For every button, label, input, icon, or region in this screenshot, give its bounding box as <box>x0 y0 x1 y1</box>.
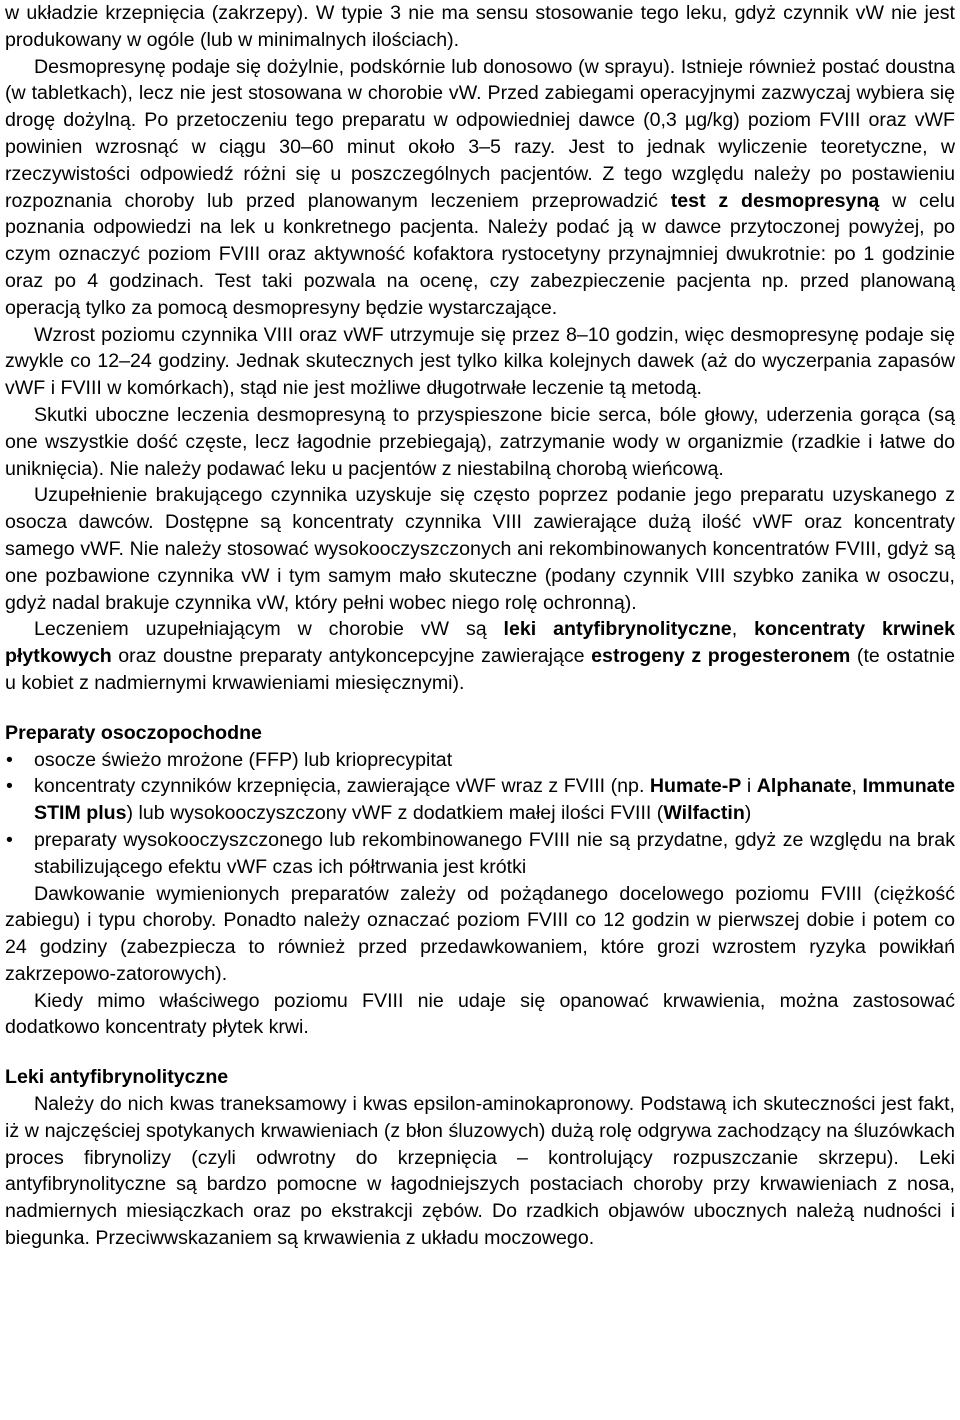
text-fragment: w układzie krzepnięcia (zakrzepy). W typie 3 nie ma sensu stosowanie tego leku, gdyż czynnik vW nie jest produkowany w ogóle (lub w minimalnych ilościach). <box>5 2 955 51</box>
text-fragment: (te ostatnie u kobiet z nadmiernymi krwawieniami miesięcznymi). <box>5 645 955 694</box>
paragraph-factor-replacement <box>5 482 955 616</box>
text-fragment: w celu poznania odpowiedzi na lek u konkretnego pacjenta. Należy podać ją w dawce przytoczonej powyżej, po czym oznaczyć poziom FVIII oraz aktywność kofaktora rystocetyny przynajmniej dwukrotnie: po 1 godzinie oraz po 4 godzinach. Test taki pozwala na ocenę, czy zabezpieczenie pacjenta np. przed planowaną operacją tylko za pomocą desmopresyny będzie wystarczające. <box>5 189 955 319</box>
list-item <box>5 747 955 774</box>
text-fragment: Skutki uboczne leczenia desmopresyną to przyspieszone bicie serca, bóle głowy, uderzenia gorąca (są one wszystkie dość częste, lecz łagodnie przebiegają), zatrzymanie wody w organizmie (rzadkie i łatwe do uniknięcia). Nie należy podawać leku u pacjentów z niestabilną chorobą wieńcową. <box>5 403 955 480</box>
paragraph-dosing <box>5 881 955 988</box>
paragraph-fviii-rise <box>5 322 955 402</box>
text-fragment: Dawkowanie wymienionych preparatów zależy od pożądanego docelowego poziomu FVIII (ciężkość zabiegu) i typu choroby. Ponadto należy oznaczać poziom FVIII co 12 godzin w pierwszej dobie i potem co 24 godziny (zabezpiecza to również przed przedawkowaniem, które grozi wzrostem ryzyka powikłań zakrzepowo-zatorowych). <box>5 882 955 985</box>
bold-term-estrogens: estrogeny z progesteronem <box>591 645 851 668</box>
bullet-icon: • <box>6 775 13 798</box>
bullet-icon: • <box>6 828 13 851</box>
text-fragment: osocze świeżo mrożone (FFP) lub krioprecypitat <box>34 748 453 771</box>
text-fragment: koncentraty czynników krzepnięcia, zawierające vWF wraz z FVIII (np. <box>34 775 650 798</box>
bold-term-desmopressin-test: test z desmopresyną <box>670 189 880 212</box>
text-fragment: Uzupełnienie brakującego czynnika uzyskuje się często poprzez podanie jego preparatu uzyskanego z osocza dawców. Dostępne są koncentraty czynnika VIII zawierające dużą ilość vWF oraz koncentraty samego vWF. Nie należy stosować wysokooczyszczonych ani rekombinowanych koncentratów FVIII, gdyż są one pozbawione czynnika vW i tym samym mało skuteczne (podany czynnik VIII szybko zanika w osoczu, gdyż nadal brakuje czynnika vW, który pełni wobec niego rolę ochronną). <box>5 484 955 614</box>
text-fragment: , <box>731 618 755 641</box>
bold-term-alphanate: Alphanate <box>756 775 852 798</box>
text-fragment: , <box>851 775 863 798</box>
text-fragment: i <box>741 775 757 798</box>
plasma-products-list <box>5 747 955 881</box>
bold-term-immunate: Immunate STIM plus <box>34 775 955 825</box>
paragraph-platelets <box>5 988 955 1042</box>
text-fragment: Należy do nich kwas traneksamowy i kwas epsilon-aminokapronowy. Podstawą ich skuteczności jest fakt, iż w najczęściej spotykanych krwawieniach (z błon śluzowych) dużą rolę odgrywa zachodzący na śluzówkach proces fibrynolizy (czyli odwrotny do krzepnięcia – kontrolujący rozpuszczanie skrzepu). Leki antyfibrynolityczne są bardzo pomocne w łagodniejszych postaciach choroby przy krwawieniach z nosa, nadmiernych miesiączkach oraz po ekstrakcji zębów. Do rzadkich objawów ubocznych należą nudności i biegunka. Przeciwwskazaniem są krwawienia z układu moczowego. <box>5 1093 955 1250</box>
text-fragment: Leczeniem uzupełniającym w chorobie vW są <box>34 618 504 641</box>
text-fragment: Desmopresynę podaje się dożylnie, podskórnie lub donosowo (w sprayu). Istnieje również postać doustna (w tabletkach), lecz nie jest stosowana w chorobie vW. Przed zabiegami operacyjnymi zazwyczaj wybiera się drogę dożylną. Po przetoczeniu tego preparatu w odpowiedniej dawce (0,3 µg/kg) poziom FVIII oraz vWF powinien wzrosnąć w ciągu 30–60 minut około 3–5 razy. Jest to jednak wyliczenie teoretyczne, w rzeczywistości odpowiedź różni się u poszczególnych pacjentów. Z tego względu należy po postawieniu rozpoznania choroby lub przed planowanym leczeniem przeprowadzić <box>5 55 955 212</box>
list-item <box>5 827 955 881</box>
section-heading-plasma-products: Preparaty osoczopochodne <box>5 721 262 744</box>
bold-term-wilfactin: Wilfactin <box>663 802 745 825</box>
bold-term-platelet-concentrates: koncentraty krwinek płytkowych <box>5 618 956 668</box>
paragraph-supplementary-treatment <box>5 616 955 696</box>
bullet-icon: • <box>6 748 13 771</box>
section-heading-antifibrinolytics: Leki antyfibrynolityczne <box>5 1066 229 1089</box>
text-fragment: ) <box>744 802 752 825</box>
bold-term-antifibrinolytics: leki antyfibrynolityczne <box>503 618 732 641</box>
paragraph-continuation <box>5 0 955 54</box>
text-fragment: preparaty wysokooczyszczonego lub rekombinowanego FVIII nie są przydatne, gdyż ze względu na brak stabilizującego efektu vWF czas ich półtrwania jest krótki <box>34 828 955 878</box>
text-fragment: Wzrost poziomu czynnika VIII oraz vWF utrzymuje się przez 8–10 godzin, więc desmopresynę podaje się zwykle co 12–24 godziny. Jednak skutecznych jest tylko kilka kolejnych dawek (aż do wyczerpania zapasów vWF i FVIII w komórkach), stąd nie jest możliwe długotrwałe leczenie tą metodą. <box>5 323 955 400</box>
list-item <box>5 773 955 827</box>
bold-term-humate-p: Humate-P <box>649 775 742 798</box>
paragraph-side-effects <box>5 402 955 482</box>
paragraph-desmopressin-admin <box>5 54 955 322</box>
text-fragment: oraz doustne preparaty antykoncepcyjne zawierające <box>111 645 592 668</box>
paragraph-antifibrinolytics <box>5 1091 955 1252</box>
text-fragment: ) lub wysokooczyszczony vWF z dodatkiem małej ilości FVIII ( <box>126 802 664 825</box>
text-fragment: Kiedy mimo właściwego poziomu FVIII nie udaje się opanować krwawienia, można zastosować dodatkowo koncentraty płytek krwi. <box>5 989 955 1039</box>
